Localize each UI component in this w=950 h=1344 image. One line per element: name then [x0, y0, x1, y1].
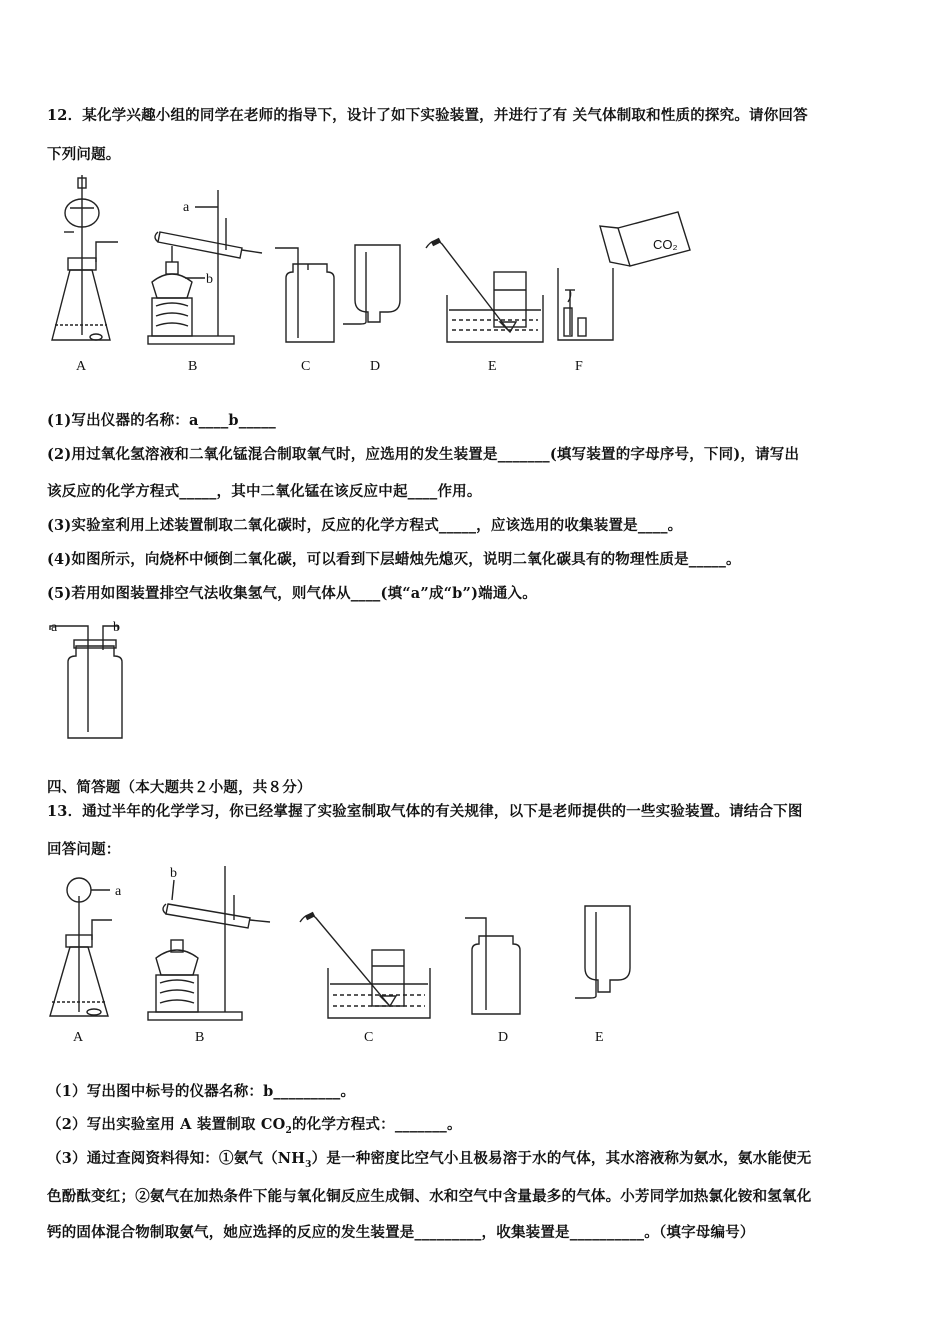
q13-fig-label-E: E	[595, 1030, 604, 1045]
q12-apparatus-A	[52, 175, 118, 340]
q13-label-b: b	[170, 866, 177, 881]
q12-sub1: (1)写出仪器的名称：a____b_____	[47, 412, 276, 429]
q12-fig-label-D: D	[370, 359, 381, 374]
section4-title: 四、简答题（本大题共２小题，共８分）	[47, 779, 312, 796]
q13-apparatus-B	[148, 866, 270, 1020]
q13-sub2-subscript: 2	[285, 1125, 292, 1136]
q13-sub2-pre: （2）写出实验室用 A 装置制取 CO	[47, 1116, 286, 1133]
q12-bottle-figure	[50, 626, 122, 738]
q12-label-b: b	[206, 272, 213, 287]
q13-sub3-line3: 钙的固体混合物制取氨气，她应选择的反应的发生装置是_________，收集装置是__________。（填字母编号）	[47, 1224, 755, 1241]
q13-fig-label-D: D	[498, 1030, 509, 1045]
q12-apparatus-D	[343, 245, 400, 324]
q12-sub2-line1: (2)用过氧化氢溶液和二氧化锰混合制取氧气时，应选用的发生装置是_______(填写装置的字母序号，下同)，请写出	[47, 446, 800, 463]
q12-apparatus-C	[275, 248, 334, 342]
q13-fig-label-C: C	[364, 1030, 374, 1045]
q13-intro-line2: 回答问题：	[47, 841, 121, 858]
q12-sub5: (5)若用如图装置排空气法收集氢气，则气体从____(填“a”成“b”)端通入。	[47, 585, 537, 602]
q13-fig-label-B: B	[195, 1030, 205, 1045]
q13-sub2	[47, 1113, 462, 1136]
q13-apparatus-A	[50, 878, 112, 1016]
q13-sub3-line2: 色酚酞变红；②氨气在加热条件下能与氧化铜反应生成铜、水和空气中含量最多的气体。小芳同学加热氯化铵和氢氧化	[47, 1188, 812, 1205]
q12-sub3: (3)实验室利用上述装置制取二氧化碳时，反应的化学方程式_____，应该选用的收集装置是____。	[47, 517, 683, 534]
q12-apparatus-F	[558, 212, 690, 340]
q12-co2-label: CO₂	[653, 237, 678, 252]
q13-apparatus-D	[465, 918, 520, 1014]
q13-intro-line1: 13．通过半年的化学学习，你已经掌握了实验室制取气体的有关规律，以下是老师提供的一些实验装置。请结合下图	[47, 803, 803, 820]
q13-fig-label-A: A	[73, 1030, 84, 1045]
q12-apparatus-E	[426, 240, 543, 342]
q13-label-a: a	[115, 884, 122, 899]
q12-intro-line2: 下列问题。	[47, 146, 121, 163]
q13-sub2-post: 的化学方程式：_______。	[291, 1116, 462, 1133]
q13-apparatus-E	[575, 906, 630, 998]
q12-sub2-line2: 该反应的化学方程式_____，其中二氧化锰在该反应中起____作用。	[47, 483, 482, 500]
q13-sub3-pre: （3）通过查阅资料得知：①氨气（NH	[47, 1150, 306, 1167]
q12-fig-label-C: C	[301, 359, 311, 374]
q12-fig-label-E: E	[488, 359, 497, 374]
q12-fig-label-F: F	[575, 359, 583, 374]
q12-sub4: (4)如图所示，向烧杯中倾倒二氧化碳，可以看到下层蜡烛先熄灭，说明二氧化碳具有的物理性质是_____。	[47, 551, 741, 568]
q12-intro-line1: 12．某化学兴趣小组的同学在老师的指导下，设计了如下实验装置，并进行了有 关气体制取和性质的探究。请你回答	[47, 107, 808, 124]
q13-sub1: （1）写出图中标号的仪器名称：b_________。	[47, 1083, 356, 1100]
q13-sub3-line1	[47, 1147, 811, 1170]
q12-fig-label-B: B	[188, 359, 198, 374]
q13-apparatus-C	[300, 914, 430, 1018]
q13-apparatus-figure	[50, 866, 630, 1020]
q12-fig-label-A: A	[76, 359, 87, 374]
q13-sub3-subscript: 3	[305, 1159, 312, 1170]
q12-bottle-label-a: a	[51, 620, 58, 635]
q12-label-a: a	[183, 200, 190, 215]
q12-apparatus-B	[148, 190, 262, 344]
q12-bottle-label-b: b	[113, 620, 120, 635]
q13-sub3-post: ）是一种密度比空气小且极易溶于水的气体，其水溶液称为氨水，氨水能使无	[311, 1150, 812, 1167]
